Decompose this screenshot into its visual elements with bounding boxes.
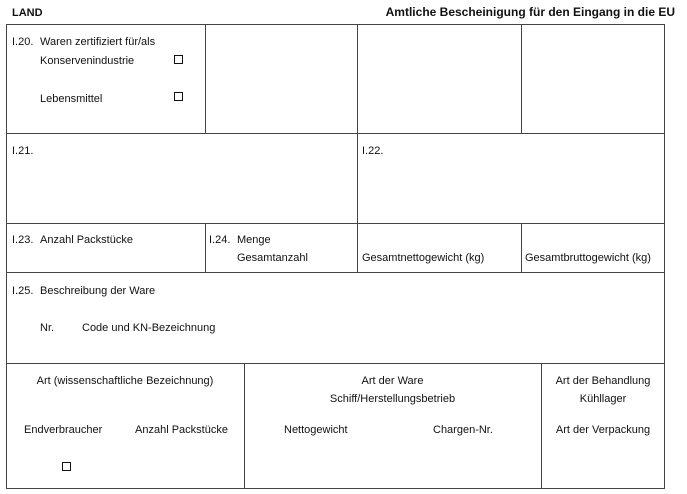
i20-number: I.20. (12, 36, 34, 48)
treatment-label: Art der Behandlung (555, 375, 651, 387)
col-divider-r3-a (205, 223, 206, 273)
net-weight-column-label: Nettogewicht (284, 424, 348, 436)
end-consumer-label: Endverbraucher (24, 424, 103, 436)
col-divider-r1-a (205, 24, 206, 134)
packaging-label: Art der Verpackung (555, 424, 651, 436)
row-divider-1 (6, 133, 665, 134)
header-title: Amtliche Bescheinigung für den Eingang in die EU (385, 5, 675, 19)
gross-weight-label: Gesamtbruttogewicht (kg) (525, 252, 651, 264)
i25-nr-label: Nr. (40, 322, 55, 334)
col-divider-r3-b (357, 223, 358, 273)
packages-count-label: Anzahl Packstücke (135, 424, 228, 436)
species-label: Art (wissenschaftliche Bezeichnung) (36, 375, 214, 387)
i23-number: I.23. (12, 234, 34, 246)
row-divider-3 (6, 272, 665, 273)
end-consumer-checkbox[interactable] (62, 462, 71, 471)
i24-number: I.24. (209, 234, 231, 246)
food-checkbox[interactable] (174, 92, 183, 101)
row-divider-4 (6, 363, 665, 364)
i25-code-label: Code und KN-Bezeichnung (82, 322, 216, 334)
i25-number: I.25. (12, 285, 34, 297)
batch-number-label: Chargen-Nr. (433, 424, 493, 436)
header-country-label: LAND (12, 7, 43, 19)
i23-label: Anzahl Packstücke (40, 234, 133, 246)
col-divider-r1-c (521, 24, 522, 134)
vessel-plant-label: Schiff/Herstellungsbetrieb (329, 393, 456, 405)
col-divider-r1-b (357, 24, 358, 134)
i22-number: I.22. (362, 145, 384, 157)
i20-label: Waren zertifiziert für/als (40, 36, 156, 48)
row-divider-2 (6, 223, 665, 224)
i24-label-total: Gesamtanzahl (237, 252, 308, 264)
i20-option-canning: Konservenindustrie (40, 55, 135, 67)
canning-checkbox[interactable] (174, 55, 183, 64)
col-divider-r2 (357, 133, 358, 224)
i25-label: Beschreibung der Ware (40, 285, 156, 297)
i24-label-quantity: Menge (237, 234, 271, 246)
i21-number: I.21. (12, 145, 34, 157)
kind-of-goods-label: Art der Ware (361, 375, 424, 387)
net-weight-label: Gesamtnettogewicht (kg) (362, 252, 485, 264)
i20-option-food: Lebensmittel (40, 93, 103, 105)
col-divider-r3-c (521, 223, 522, 273)
cold-store-label: Kühllager (579, 393, 627, 405)
